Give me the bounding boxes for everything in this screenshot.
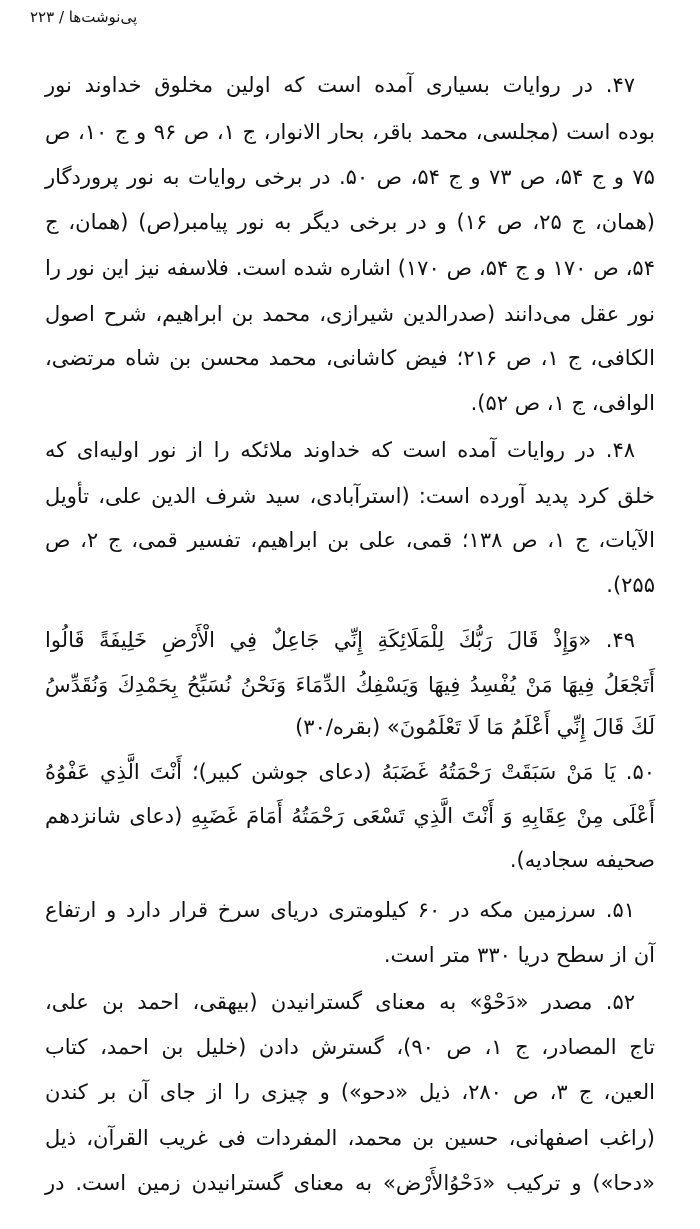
text-line: (همان، ج ۲۵، ص ۱۶) و در برخی دیگر به نور پیامبر(ص) (همان، ج bbox=[45, 210, 655, 234]
text-line: الکافی، ج ۱، ص ۲۱۶؛ فیض کاشانی، محمد محسن بن شاه مرتضی، bbox=[45, 346, 655, 370]
text-line: صحیفه سجادیه). bbox=[509, 848, 655, 872]
text-line: العین، ج ۳، ص ۲۸۰، ذیل «دحو») و چیزی را از جای آن بر کندن bbox=[45, 1080, 655, 1104]
text-line: لَكَ قَالَ إِنِّي أَعْلَمُ مَا لَا تَعْلَمُونَ» (بقره/۳۰) bbox=[295, 715, 655, 739]
text-line: «دحا») و ترکیب «دَحْوُالأَرْض» به معنای گسترانیدن زمین است. در bbox=[45, 1171, 655, 1195]
text-line: ۴۸. در روایات آمده است که خداوند ملائکه را از نور اولیه‌ای که bbox=[45, 438, 635, 462]
text-line: أَتَجْعَلُ فِيهَا مَنْ يُفْسِدُ فِيهَا وَيَسْفِكُ الدِّمَاءَ وَنَحْنُ نُسَبِّحُ بِحَمْدِكَ وَنُقَدِّسُ bbox=[45, 673, 655, 697]
text-line: بوده است (مجلسی، محمد باقر، بحار الانوار، ج ۱، ص ۹۶ و ج ۱۰، ص bbox=[45, 120, 655, 144]
text-line: ۵۴، ص ۱۷۰ و ج ۵۴، ص ۱۷۰) اشاره شده است. فلاسفه نیز این نور را bbox=[45, 256, 655, 280]
text-line: ۲۵۵). bbox=[606, 573, 655, 597]
text-line: ۴۹. «وَإِذْ قَالَ رَبُّكَ لِلْمَلَائِكَةِ إِنِّي جَاعِلٌ فِي الْأَرْضِ خَلِيفَةً قَالُوا bbox=[45, 628, 635, 652]
text-line: الآیات، ج ۱، ص ۱۳۸؛ قمی، علی بن ابراهیم، تفسیر قمی، ج ۲، ص bbox=[45, 528, 655, 552]
text-line: نور عقل می‌دانند (صدرالدین شیرازی، محمد بن ابراهیم، شرح اصول bbox=[45, 302, 655, 326]
text-line: أَعْلَى مِنْ عِقَابِهِ وَ أَنْتَ الَّذِي تَسْعَى رَحْمَتُهُ أَمَامَ غَضَبِهِ (دعای شانزدهم bbox=[45, 804, 655, 828]
text-line: ۵۲. مصدر «دَحْوْ» به معنای گسترانیدن (بیهقی، احمد بن علی، bbox=[45, 990, 635, 1014]
text-line: ۷۵ و ج ۵۴، ص ۷۳ و ج ۵۴، ص ۵۰. در برخی روایات به نور پروردگار bbox=[45, 165, 655, 189]
text-line: ۵۰. یَا مَنْ سَبَقَتْ رَحْمَتُهُ غَضَبَهُ (دعای جوشن کبیر)؛ أَنْتَ الَّذِي عَفْوُهُ bbox=[45, 760, 655, 784]
text-line: ۵۱. سرزمین مکه در ۶۰ کیلومتری دریای سرخ قرار دارد و ارتفاع bbox=[45, 898, 635, 922]
text-line: الوافی، ج ۱، ص ۵۲). bbox=[470, 391, 655, 415]
text-line: آن از سطح دریا ۳۳۰ متر است. bbox=[383, 943, 655, 967]
text-line: ۴۷. در روایات بسیاری آمده است که اولین مخلوق خداوند نور bbox=[45, 73, 635, 97]
text-line: خلق کرد پدید آورده است: (استرآبادی، سید شرف الدین علی، تأویل bbox=[45, 484, 655, 508]
text-line: (راغب اصفهانی، حسین بن محمد، المفردات فی غریب القرآن، ذیل bbox=[45, 1126, 655, 1150]
text-line: تاج المصادر، ج ۱، ص ۹۰)، گسترش دادن (خلیل بن احمد، کتاب bbox=[45, 1035, 655, 1059]
running-header: پی‌نوشت‌ها / ۲۲۳ bbox=[30, 8, 138, 26]
